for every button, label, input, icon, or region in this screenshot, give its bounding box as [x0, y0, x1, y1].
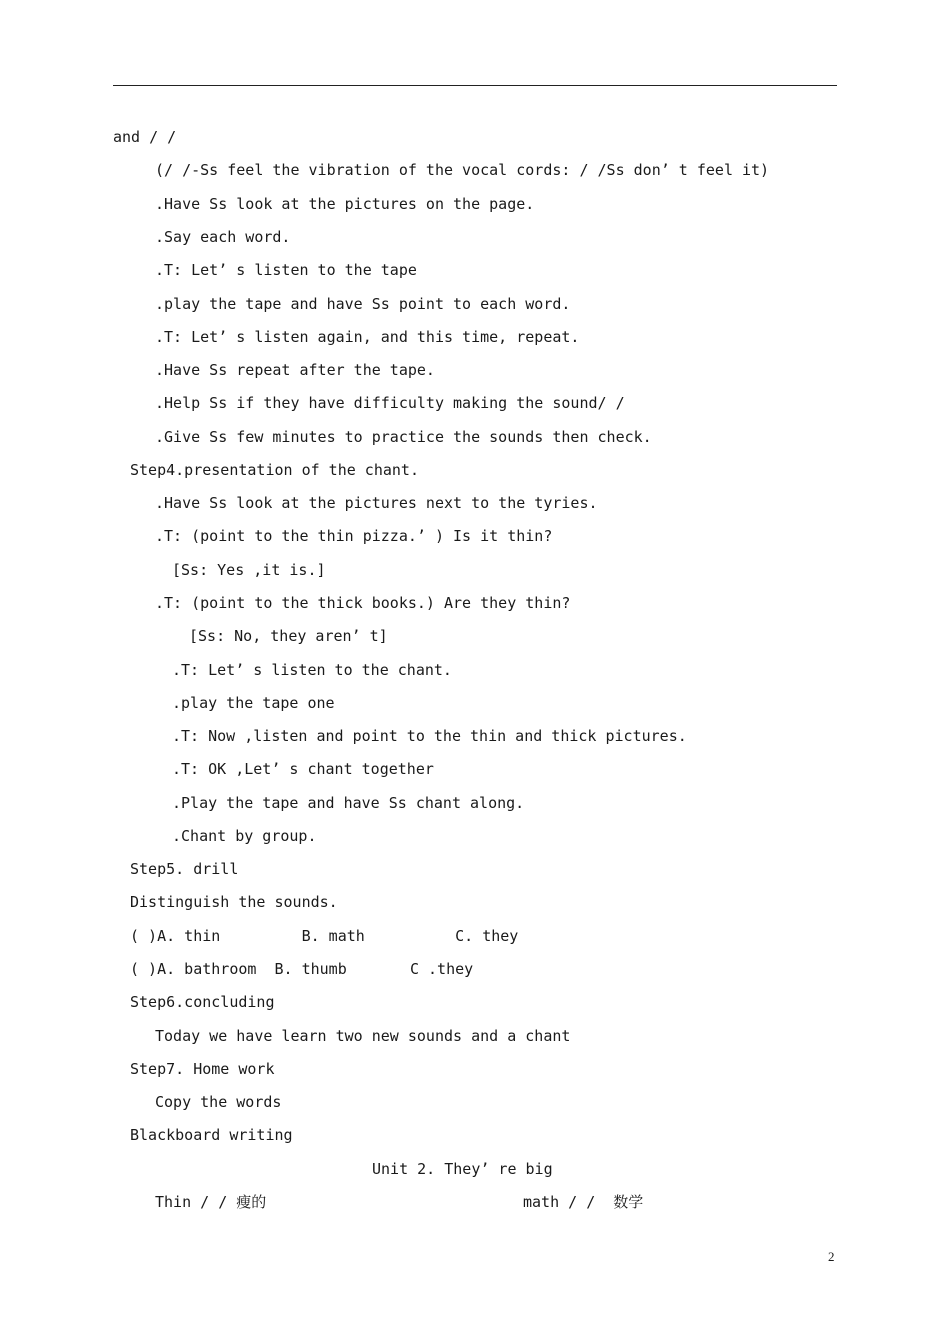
text-line: Distinguish the sounds.	[130, 893, 338, 911]
step-heading: Step6.concluding	[130, 993, 275, 1011]
text-line: .Say each word.	[155, 228, 291, 246]
text-line: .T: Let’ s listen again, and this time, repeat.	[155, 328, 580, 346]
text-line: Blackboard writing	[130, 1126, 293, 1144]
text-line: .Give Ss few minutes to practice the sounds then check.	[155, 428, 652, 446]
text-line: .Have Ss repeat after the tape.	[155, 361, 435, 379]
text-line: .T: (point to the thin pizza.’ ) Is it thin?	[155, 527, 553, 545]
text-line: .Have Ss look at the pictures next to the tyries.	[155, 494, 598, 512]
text-line: .T: Let’ s listen to the tape	[155, 261, 417, 279]
text-line: .T: (point to the thick books.) Are they thin?	[155, 594, 571, 612]
text-line: .T: Let’ s listen to the chant.	[172, 661, 452, 679]
text-line: Today we have learn two new sounds and a chant	[155, 1027, 571, 1045]
text-line: .play the tape one	[172, 694, 335, 712]
text-line: .Chant by group.	[172, 827, 317, 845]
blackboard-word: Thin / / 瘦的	[155, 1193, 267, 1211]
text-line: .Help Ss if they have difficulty making the sound/ /	[155, 394, 625, 412]
exercise-item: ( )A. bathroom B. thumb C .they	[130, 960, 474, 978]
exercise-item: ( )A. thin B. math C. they	[130, 927, 519, 945]
step-heading: Step4.presentation of the chant.	[130, 461, 419, 479]
header-rule	[113, 85, 837, 86]
text-line: and / /	[113, 128, 177, 146]
blackboard-word: math / / 数学	[523, 1193, 644, 1211]
page-number: 2	[828, 1249, 835, 1264]
text-line: Copy the words	[155, 1093, 282, 1111]
text-line: .Play the tape and have Ss chant along.	[172, 794, 525, 812]
step-heading: Step7. Home work	[130, 1060, 275, 1078]
text-line: .T: OK ,Let’ s chant together	[172, 760, 434, 778]
blackboard-title: Unit 2. They’ re big	[372, 1160, 553, 1178]
text-line: [Ss: Yes ,it is.]	[172, 561, 326, 579]
text-line: .play the tape and have Ss point to each word.	[155, 295, 571, 313]
text-line: [Ss: No, they aren’ t]	[189, 627, 388, 645]
step-heading: Step5. drill	[130, 860, 239, 878]
text-line: .T: Now ,listen and point to the thin and thick pictures.	[172, 727, 687, 745]
text-line: .Have Ss look at the pictures on the page.	[155, 195, 535, 213]
text-line: (/ /-Ss feel the vibration of the vocal cords: / /Ss don’ t feel it)	[155, 161, 770, 179]
